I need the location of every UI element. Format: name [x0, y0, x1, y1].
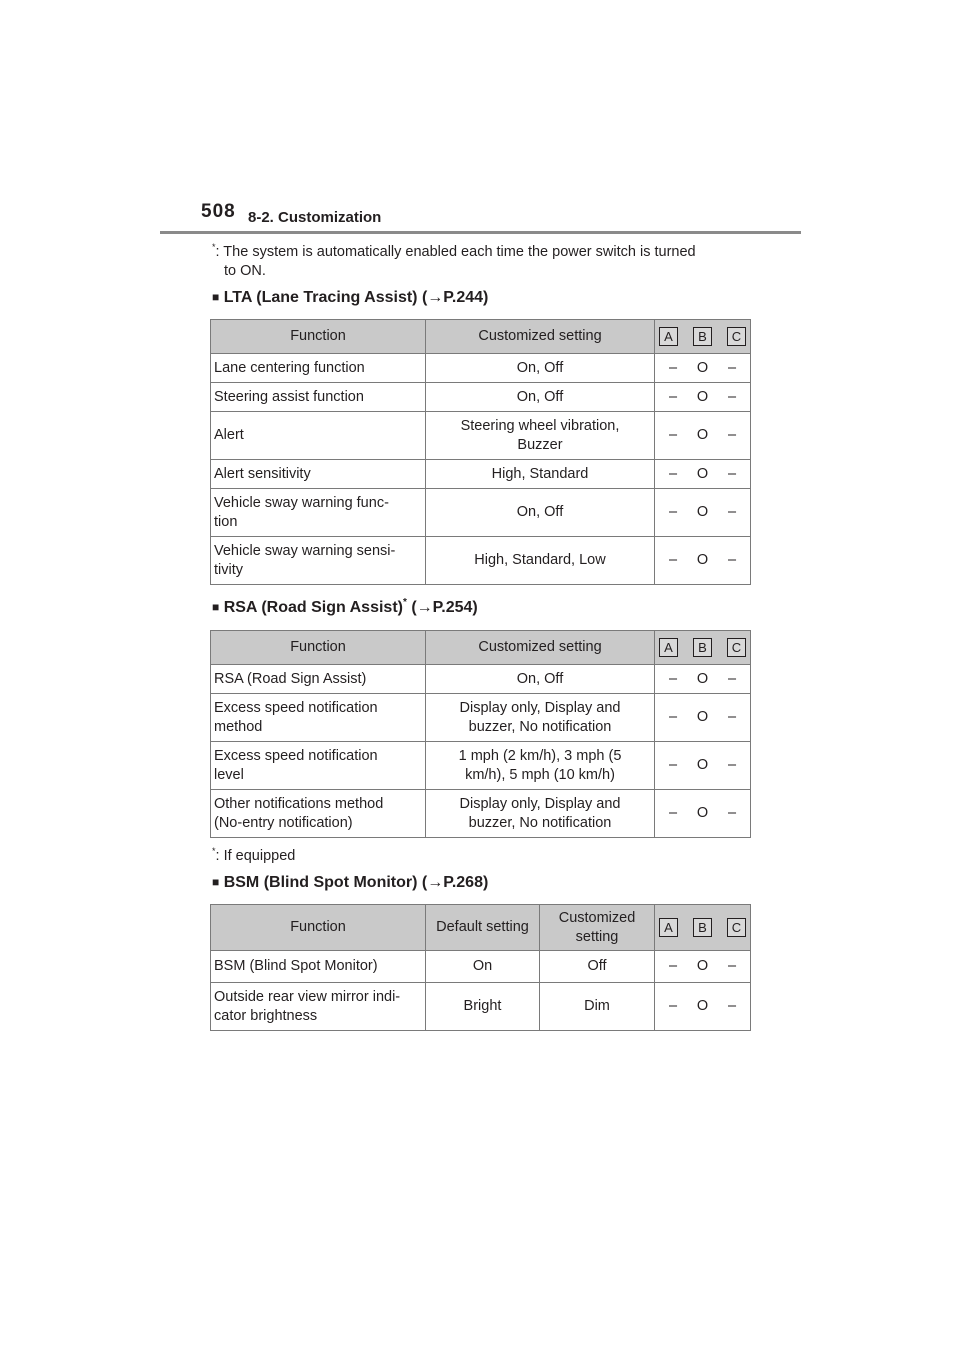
- rsa-heading-tail: (: [406, 599, 417, 616]
- setting-cell-line: buzzer, No notification: [468, 718, 612, 735]
- function-cell-line: Alert sensitivity: [214, 465, 311, 482]
- abc-marks: [655, 383, 751, 412]
- function-cell: [211, 951, 426, 983]
- function-cell-line: Steering assist function: [214, 388, 364, 405]
- setting-cell: [426, 665, 655, 694]
- function-cell-line: Lane centering function: [214, 359, 365, 376]
- mark-a: –: [668, 465, 678, 482]
- col-customized-setting: Customized setting: [426, 631, 655, 665]
- table-row: [211, 460, 751, 489]
- mark-b: O: [696, 388, 709, 405]
- setting-cell: [426, 460, 655, 489]
- table-header-row: [211, 631, 751, 665]
- mark-a: –: [668, 388, 678, 405]
- function-cell-line: RSA (Road Sign Assist): [214, 670, 367, 687]
- lta-heading: [212, 289, 488, 307]
- col-a-box: A: [659, 638, 678, 657]
- table-header-row: [211, 905, 751, 951]
- mark-c: –: [727, 757, 737, 773]
- lta-heading-text: LTA (Lane Tracing Assist) (: [223, 289, 428, 306]
- table-row: [211, 983, 751, 1031]
- function-cell-line: tivity: [214, 561, 243, 578]
- mark-b: O: [696, 805, 709, 821]
- col-function: Function: [211, 631, 426, 665]
- mark-c: –: [727, 552, 737, 568]
- abc-marks: [655, 790, 751, 838]
- setting-cell: [426, 537, 655, 585]
- col-b-box: B: [693, 327, 712, 346]
- mark-b: O: [696, 757, 709, 773]
- setting-cell: [426, 412, 655, 460]
- footnote-mark: *: [212, 242, 216, 252]
- mark-a: –: [668, 958, 678, 974]
- footnote-text: : The system is automatically enabled each time the power switch is turned: [215, 244, 696, 260]
- function-cell-line: Excess speed notification: [214, 747, 378, 764]
- table-row: [211, 412, 751, 460]
- mark-a: –: [668, 504, 678, 520]
- mark-c: –: [727, 427, 737, 443]
- function-cell: [211, 694, 426, 742]
- table-row: [211, 694, 751, 742]
- function-cell-line: Other notifications method: [214, 795, 384, 812]
- col-abc: [655, 905, 751, 951]
- function-cell-line: BSM (Blind Spot Monitor): [214, 958, 378, 974]
- setting-cell-line: High, Standard, Low: [474, 552, 606, 568]
- mark-c: –: [727, 388, 737, 405]
- abc-marks: [655, 460, 751, 489]
- function-cell-line: Vehicle sway warning sensi-: [214, 542, 396, 559]
- abc-marks: [655, 742, 751, 790]
- abc-marks-wrap: [658, 670, 747, 689]
- abc-marks-wrap: [658, 957, 747, 976]
- setting-cell-line: Display only, Display and: [459, 795, 621, 812]
- page-number: 508: [201, 201, 236, 222]
- mark-a: –: [668, 998, 678, 1014]
- function-cell-line: Outside rear view mirror indi-: [214, 988, 401, 1005]
- setting-cell-line: On, Off: [516, 670, 564, 687]
- setting-cell-line: Display only, Display and: [459, 699, 621, 716]
- function-cell: [211, 537, 426, 585]
- setting-cell: [426, 489, 655, 537]
- mark-a: –: [668, 552, 678, 568]
- col-default-setting: Default setting: [426, 905, 540, 951]
- mark-a: –: [668, 670, 678, 687]
- col-function: Function: [211, 320, 426, 354]
- table-row: [211, 951, 751, 983]
- mark-c: –: [727, 670, 737, 687]
- setting-cell-line: buzzer, No notification: [468, 814, 612, 831]
- function-cell: [211, 460, 426, 489]
- setting-cell-line: 1 mph (2 km/h), 3 mph (5: [458, 747, 622, 764]
- function-cell: [211, 489, 426, 537]
- table-row: [211, 665, 751, 694]
- default-cell: On: [426, 951, 540, 983]
- mark-a: –: [668, 359, 678, 376]
- footnote-text-cont: to ON.: [224, 263, 266, 279]
- abc-marks-wrap: [658, 503, 747, 522]
- mark-a: –: [668, 427, 678, 443]
- table-row: [211, 383, 751, 412]
- setting-cell-line: On, Off: [516, 388, 564, 405]
- function-cell-line: Vehicle sway warning func-: [214, 494, 389, 511]
- mark-b: O: [696, 998, 709, 1014]
- mark-b: O: [696, 958, 709, 974]
- col-a-box: A: [659, 918, 678, 937]
- table-header-row: [211, 320, 751, 354]
- arrow-icon: →: [427, 289, 444, 306]
- col-customized-setting: [540, 905, 655, 951]
- bsm-table: [210, 904, 751, 1031]
- abc-marks: [655, 537, 751, 585]
- mark-c: –: [727, 504, 737, 520]
- col-customized-line-2: setting: [575, 928, 619, 945]
- abc-marks: [655, 489, 751, 537]
- function-cell-line: (No-entry notification): [214, 814, 353, 831]
- section-title: 8-2. Customization: [248, 209, 382, 226]
- mark-c: –: [727, 958, 737, 974]
- setting-cell: [426, 383, 655, 412]
- abc-marks: [655, 694, 751, 742]
- bsm-heading-text: BSM (Blind Spot Monitor) (: [223, 874, 428, 891]
- rsa-heading: [212, 599, 478, 617]
- rsa-heading-text: RSA (Road Sign Assist): [223, 599, 403, 616]
- setting-cell-line: On, Off: [516, 359, 564, 376]
- col-c-box: C: [727, 327, 746, 346]
- setting-cell: [426, 790, 655, 838]
- square-bullet-icon: ■: [212, 600, 220, 614]
- function-cell: [211, 665, 426, 694]
- mark-c: –: [727, 709, 737, 725]
- table-row: [211, 537, 751, 585]
- abc-marks-wrap: [658, 388, 747, 407]
- abc-marks: [655, 354, 751, 383]
- rsa-table: [210, 630, 751, 838]
- col-customized-line-1: Customized: [558, 909, 636, 926]
- mark-a: –: [668, 757, 678, 773]
- table-row: [211, 354, 751, 383]
- function-cell: [211, 354, 426, 383]
- col-a-box: A: [659, 327, 678, 346]
- rsa-page-ref[interactable]: P.254): [432, 599, 478, 616]
- arrow-icon: →: [416, 599, 433, 616]
- setting-cell: Off: [540, 951, 655, 983]
- lta-page-ref[interactable]: P.244): [443, 289, 489, 306]
- setting-cell: [426, 742, 655, 790]
- mark-b: O: [696, 465, 709, 482]
- setting-cell-line: On, Off: [516, 504, 564, 520]
- function-cell-line: tion: [214, 513, 238, 530]
- mark-b: O: [696, 552, 709, 568]
- square-bullet-icon: ■: [212, 290, 220, 304]
- table-row: [211, 489, 751, 537]
- mark-c: –: [727, 359, 737, 376]
- col-function: Function: [211, 905, 426, 951]
- lta-table: [210, 319, 751, 585]
- bsm-heading: [212, 874, 488, 892]
- table-row: [211, 742, 751, 790]
- function-cell-line: cator brightness: [214, 1007, 318, 1024]
- col-customized-setting: Customized setting: [426, 320, 655, 354]
- bsm-page-ref[interactable]: P.268): [443, 874, 489, 891]
- abc-marks-wrap: [658, 359, 747, 378]
- rsa-footnote-mark: *: [402, 597, 407, 608]
- footnote-power-switch: [212, 243, 696, 281]
- default-cell: Bright: [426, 983, 540, 1031]
- function-cell-line: Alert: [214, 427, 244, 443]
- mark-b: O: [696, 359, 709, 376]
- setting-cell: Dim: [540, 983, 655, 1031]
- col-b-box: B: [693, 638, 712, 657]
- abc-marks: [655, 665, 751, 694]
- col-c-box: C: [727, 918, 746, 937]
- mark-c: –: [727, 465, 737, 482]
- setting-cell-line: Buzzer: [517, 436, 563, 453]
- function-cell-line: Excess speed notification: [214, 699, 378, 716]
- function-cell: [211, 742, 426, 790]
- abc-marks: [655, 412, 751, 460]
- mark-c: –: [727, 805, 737, 821]
- footnote-text: : If equipped: [215, 848, 296, 864]
- function-cell: [211, 383, 426, 412]
- col-abc: [655, 320, 751, 354]
- header-rule: [160, 231, 801, 234]
- mark-b: O: [696, 709, 709, 725]
- abc-marks-wrap: [658, 708, 747, 727]
- function-cell: [211, 790, 426, 838]
- abc-marks-wrap: [658, 804, 747, 823]
- footnote-mark: *: [212, 846, 216, 856]
- abc-marks-wrap: [658, 997, 747, 1016]
- setting-cell-line: km/h), 5 mph (10 km/h): [465, 766, 615, 783]
- setting-cell-line: Steering wheel vibration,: [460, 417, 620, 434]
- col-b-box: B: [693, 918, 712, 937]
- mark-b: O: [696, 427, 709, 443]
- function-cell-line: method: [214, 718, 263, 735]
- function-cell: [211, 983, 426, 1031]
- function-cell: [211, 412, 426, 460]
- footnote-if-equipped: [212, 847, 295, 866]
- abc-marks: [655, 951, 751, 983]
- square-bullet-icon: ■: [212, 875, 220, 889]
- abc-marks-wrap: [658, 756, 747, 775]
- mark-a: –: [668, 805, 678, 821]
- col-c-box: C: [727, 638, 746, 657]
- arrow-icon: →: [427, 874, 444, 891]
- mark-b: O: [696, 670, 709, 687]
- table-row: [211, 790, 751, 838]
- mark-a: –: [668, 709, 678, 725]
- abc-marks-wrap: [658, 551, 747, 570]
- col-abc: [655, 631, 751, 665]
- abc-marks: [655, 983, 751, 1031]
- setting-cell-line: High, Standard: [491, 465, 589, 482]
- mark-c: –: [727, 998, 737, 1014]
- abc-marks-wrap: [658, 465, 747, 484]
- abc-marks-wrap: [658, 426, 747, 445]
- setting-cell: [426, 354, 655, 383]
- function-cell-line: level: [214, 766, 244, 783]
- mark-b: O: [696, 504, 709, 520]
- setting-cell: [426, 694, 655, 742]
